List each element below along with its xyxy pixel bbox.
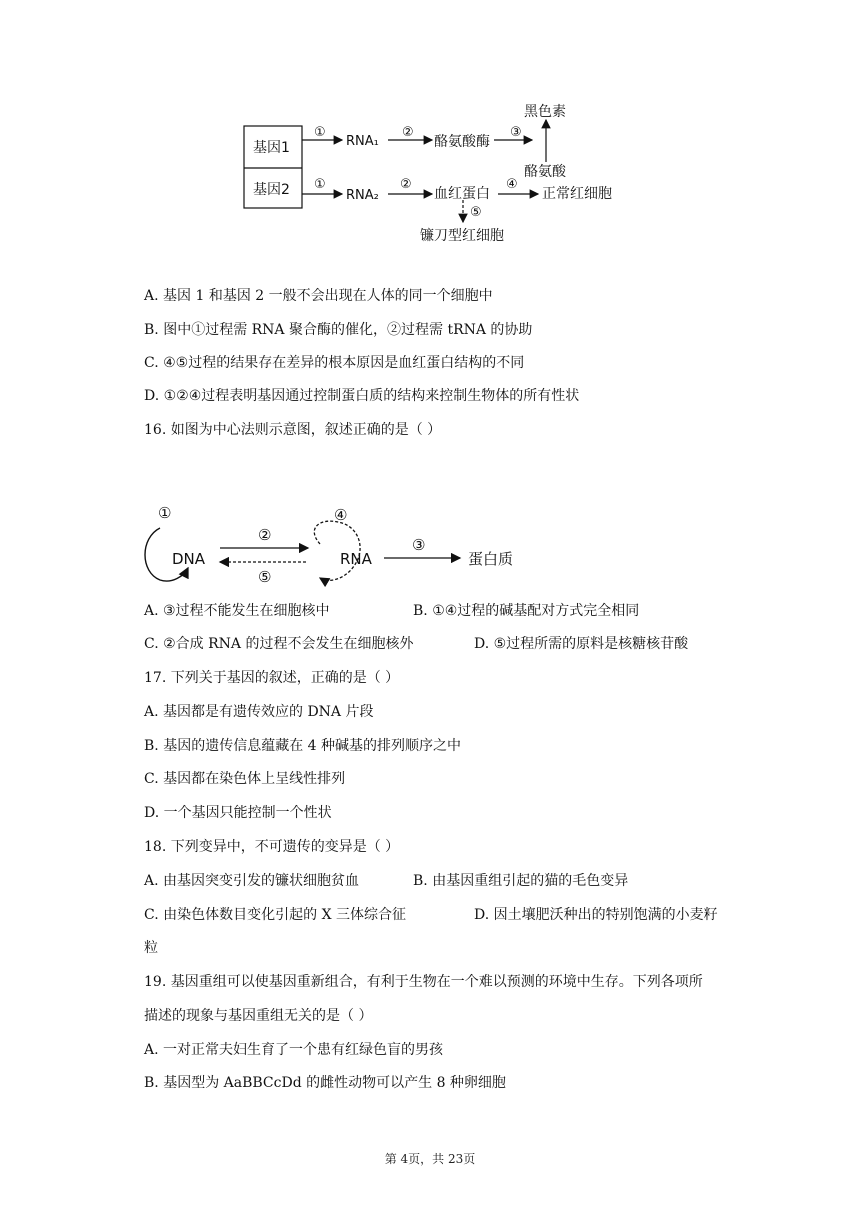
circle-5-fig2: ⑤ [258,568,272,586]
rna1-label: RNA₁ [346,134,379,149]
q19-option-a: A. 一对正常夫妇生育了一个患有红绿色盲的男孩 [144,1042,444,1058]
dna-label: DNA [172,550,206,568]
q16-option-d: D. ⑤过程所需的原料是核糖核苷酸 [474,636,689,652]
protein-label: 蛋白质 [468,550,514,568]
q17-option-c: C. 基因都在染色体上呈线性排列 [144,771,346,787]
q17-option-b: B. 基因的遗传信息蕴藏在 4 种碱基的排列顺序之中 [144,738,461,754]
melanin-label: 黑色素 [524,104,566,120]
q17-option-d: D. 一个基因只能控制一个性状 [144,805,332,821]
hemoglobin-label: 血红蛋白 [434,186,490,202]
gene1-label: 基因1 [253,140,290,156]
gene2-label: 基因2 [253,182,290,198]
q19-stem-line1: 19. 基因重组可以使基因重新组合，有利于生物在一个难以预测的环境中生存。下列各项所 [144,974,703,990]
circle-5: ⑤ [470,205,482,220]
tyrosine-label: 酪氨酸 [524,164,566,180]
circle-1-fig2: ① [158,504,172,522]
gene-expression-diagram [236,96,636,248]
q16-option-a: A. ③过程不能发生在细胞核中 [144,603,330,619]
q17-option-a: A. 基因都是有遗传效应的 DNA 片段 [144,704,374,720]
circle-3: ③ [510,125,522,140]
circle-3-fig2: ③ [412,536,426,554]
q18-stem: 18. 下列变异中，不可遗传的变异是（ ） [144,839,400,855]
q15-option-d: D. ①②④过程表明基因通过控制蛋白质的结构来控制生物体的所有性状 [144,388,580,404]
q19-option-b: B. 基因型为 AaBBCcDd 的雌性动物可以产生 8 种卵细胞 [144,1075,506,1091]
circle-1-row2: ① [314,177,326,192]
q18-option-a: A. 由基因突变引发的镰状细胞贫血 [144,873,360,889]
q15-option-c: C. ④⑤过程的结果存在差异的根本原因是血红蛋白结构的不同 [144,355,525,371]
circle-4: ④ [506,177,518,192]
q18-option-b: B. 由基因重组引起的猫的毛色变异 [413,873,629,889]
q17-stem: 17. 下列关于基因的叙述，正确的是（ ） [144,670,400,686]
q15-option-a: A. 基因 1 和基因 2 一般不会出现在人体的同一个细胞中 [144,288,493,304]
sickle-rbc-label: 镰刀型红细胞 [420,228,504,244]
q16-option-b: B. ①④过程的碱基配对方式完全相同 [413,603,640,619]
rna2-label: RNA₂ [346,188,379,203]
circle-2-row1: ② [402,125,414,140]
central-dogma-diagram [138,492,538,592]
enzyme-label: 酪氨酸酶 [434,134,490,150]
rna-label: RNA [340,550,372,568]
q18-option-d: D. 因土壤肥沃种出的特别饱满的小麦籽 [474,907,718,923]
circle-2-row2: ② [400,177,412,192]
q18-option-d-continued: 粒 [144,940,158,956]
circle-2-fig2: ② [258,526,272,544]
q16-option-c: C. ②合成 RNA 的过程不会发生在细胞核外 [144,636,414,652]
circle-1-row1: ① [314,125,326,140]
q16-stem: 16. 如图为中心法则示意图，叙述正确的是（ ） [144,422,442,438]
q18-option-c: C. 由染色体数目变化引起的 X 三体综合征 [144,907,406,923]
circle-4-fig2: ④ [334,506,348,524]
page-footer: 第 4页，共 23页 [384,1152,476,1166]
normal-rbc-label: 正常红细胞 [542,186,612,202]
q15-option-b: B. 图中①过程需 RNA 聚合酶的催化，②过程需 tRNA 的协助 [144,322,533,338]
q19-stem-line2: 描述的现象与基因重组无关的是（ ） [144,1008,373,1024]
